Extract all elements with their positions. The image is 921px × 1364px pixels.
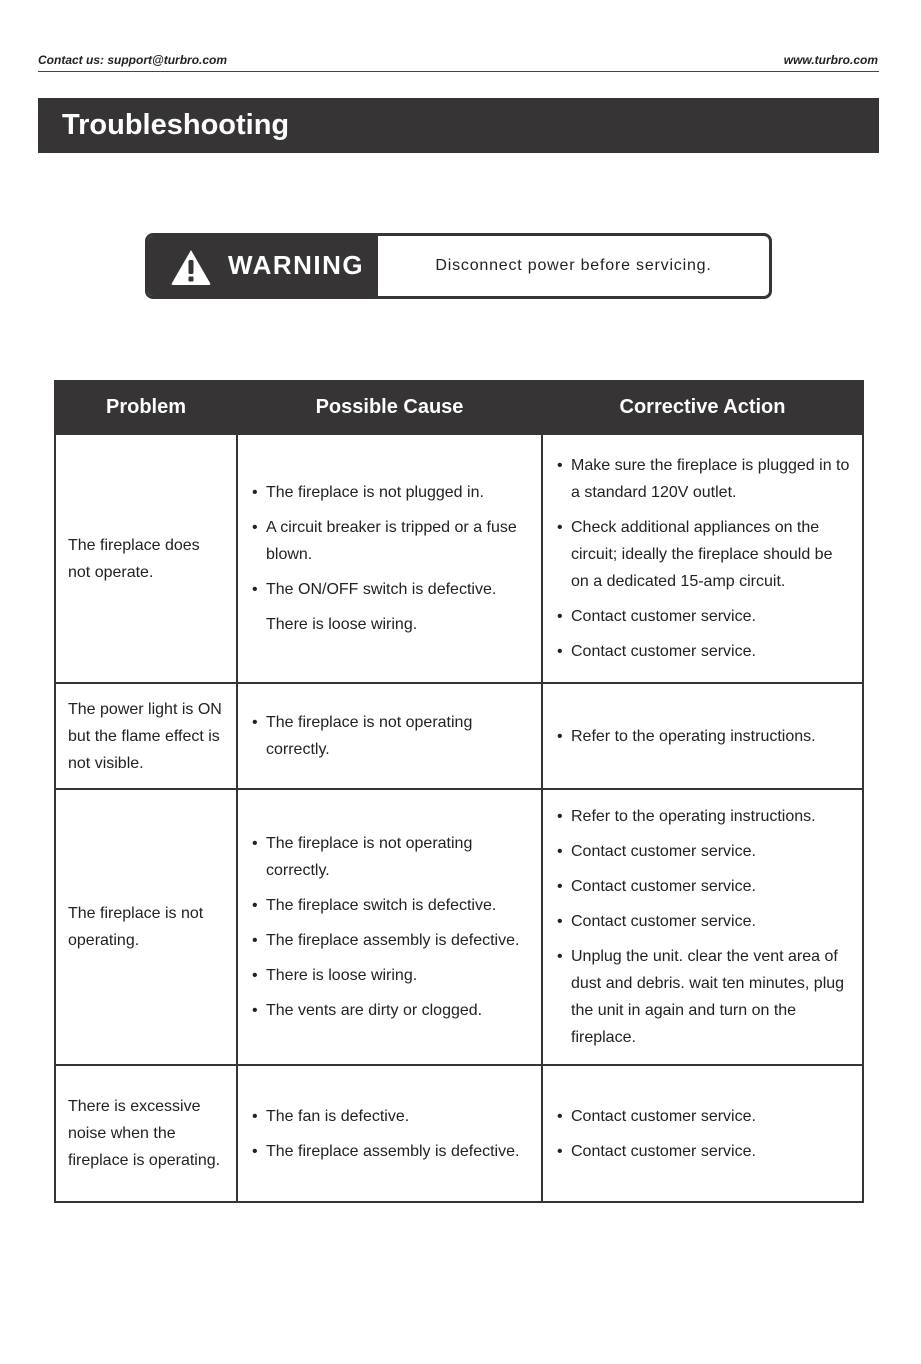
problem-cell: There is excessive noise when the fireplace is operating.	[55, 1065, 237, 1202]
warning-message: Disconnect power before servicing.	[435, 257, 712, 274]
action-cell	[542, 1065, 863, 1202]
cause-item: • There is loose wiring.	[252, 962, 533, 989]
header-divider	[38, 71, 879, 72]
action-cell	[542, 789, 863, 1065]
table-row	[55, 789, 863, 1065]
action-item: • Make sure the fireplace is plugged in to a standard 120V outlet.	[557, 452, 854, 506]
action-item: • Refer to the operating instructions.	[557, 803, 854, 830]
cause-list	[238, 1103, 541, 1165]
cause-item: • The fireplace is not operating correctly.	[252, 830, 533, 884]
problem-cell: The fireplace does not operate.	[55, 434, 237, 683]
action-item: • Contact customer service.	[557, 1103, 854, 1130]
warning-label-box	[148, 236, 378, 296]
cause-list	[238, 830, 541, 1024]
cause-item: • The fireplace is not plugged in.	[252, 479, 533, 506]
action-item: • Unplug the unit. clear the vent area of dust and debris. wait ten minutes, plug the unit in again and turn on the fireplace.	[557, 943, 854, 1051]
cause-item: • The fireplace assembly is defective.	[252, 927, 533, 954]
warning-triangle-icon	[170, 248, 212, 286]
action-item: • Check additional appliances on the circuit; ideally the fireplace should be on a dedicated 15-amp circuit.	[557, 514, 854, 595]
cause-cell	[237, 683, 542, 789]
cause-cell	[237, 789, 542, 1065]
action-list	[543, 452, 862, 665]
cause-list	[238, 709, 541, 763]
cause-item: • The fan is defective.	[252, 1103, 533, 1130]
column-header-problem: Problem	[55, 381, 237, 434]
action-item: • Contact customer service.	[557, 603, 854, 630]
problem-cell: The fireplace is not operating.	[55, 789, 237, 1065]
cause-item: • The fireplace assembly is defective.	[252, 1138, 533, 1165]
cause-cell	[237, 1065, 542, 1202]
cause-item: • A circuit breaker is tripped or a fuse blown.	[252, 514, 533, 568]
action-item: • Contact customer service.	[557, 908, 854, 935]
table-row	[55, 683, 863, 789]
website-url: www.turbro.com	[783, 53, 878, 67]
cause-list	[238, 479, 541, 638]
cause-item: There is loose wiring.	[266, 616, 418, 633]
action-item: • Contact customer service.	[557, 873, 854, 900]
contact-email: Contact us: support@turbro.com	[38, 53, 228, 67]
cause-item: • The vents are dirty or clogged.	[252, 997, 533, 1024]
cause-cell	[237, 434, 542, 683]
troubleshooting-table	[54, 380, 864, 1203]
action-item: • Refer to the operating instructions.	[557, 723, 854, 750]
action-item: • Contact customer service.	[557, 638, 854, 665]
action-list	[543, 723, 862, 750]
cause-item: • The fireplace is not operating correctly.	[252, 709, 533, 763]
warning-label: WARNING	[228, 250, 365, 280]
column-header-cause: Possible Cause	[237, 381, 542, 434]
action-list	[543, 1103, 862, 1165]
cause-item: • The ON/OFF switch is defective.	[252, 576, 533, 603]
action-item: • Contact customer service.	[557, 838, 854, 865]
page-title: Troubleshooting	[38, 98, 879, 153]
table-header-row	[55, 381, 863, 434]
table-row	[55, 1065, 863, 1202]
cause-item: • The fireplace switch is defective.	[252, 892, 533, 919]
table-row	[55, 434, 863, 683]
column-header-action: Corrective Action	[542, 381, 863, 434]
action-cell	[542, 683, 863, 789]
warning-banner	[145, 233, 772, 299]
action-cell	[542, 434, 863, 683]
action-list	[543, 803, 862, 1051]
problem-cell: The power light is ON but the flame effect is not visible.	[55, 683, 237, 789]
action-item: • Contact customer service.	[557, 1138, 854, 1165]
